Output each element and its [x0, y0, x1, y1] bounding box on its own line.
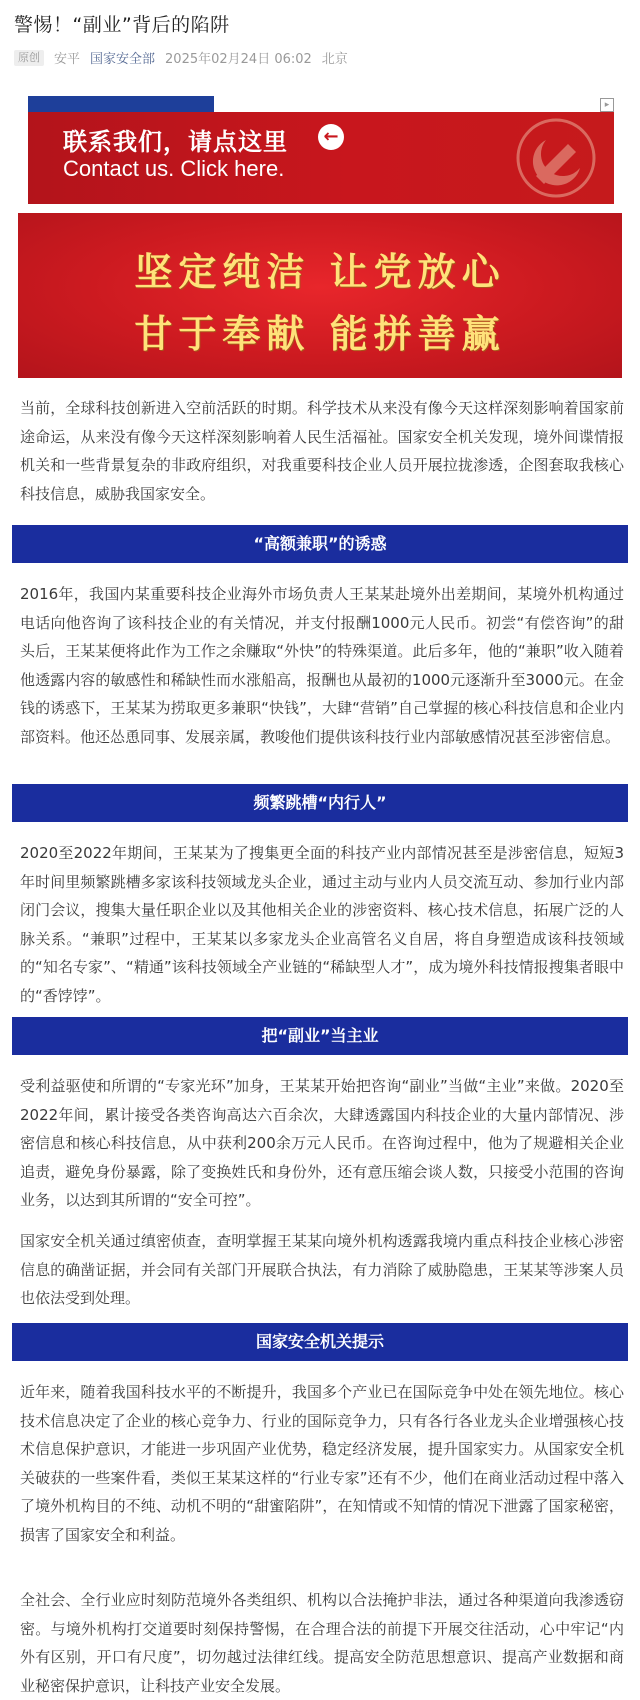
paragraph-5: 近年来，随着我国科技水平的不断提升，我国多个产业已在国际竞争中处在领先地位。核心技术信息决定了企业的核心竞争力、行业的国际竞争力，只有各行各业龙头企业增强核心技术信息保护意识，才能进一步巩固产业优势，稳定经济发展，提升国家实力。从国家安全机关破获的一些案件看，类似王某某这样的“行业专家”还有不少，他们在商业活动过程中落入了境外机构目的不纯、动机不明的“甜蜜陷阱”，在知情或不知情的情况下泄露了国家秘密，损害了国家安全和利益。 — [20, 1383, 624, 1544]
intro-paragraph: 当前，全球科技创新进入空前活跃的时期。科学技术从来没有像今天这样深刻影响着国家前途命运，从来没有像今天这样深刻影响着人民生活福祉。国家安全机关发现，境外间谍情报机关和一些背景复杂的非政府组织，对我重要科技企业人员开展拉拢渗透，企图套取我核心科技信息，威胁我国家安全。 — [20, 399, 624, 503]
contact-banner-line2: Contact us. Click here. — [63, 156, 285, 181]
paragraph-1: 2016年，我国内某重要科技企业海外市场负责人王某某赴境外出差期间，某境外机构通过电话向他咨询了该科技企业的有关情况，并支付报酬1000元人民币。初尝“有偿咨询”的甜头后，王某某便将此作为工作之余赚取“外快”的特殊渠道。此后多年，他的“兼职”收入随着他透露内容的敏感性和稀缺性而水涨船高，报酬也从最初的1000元逐渐升至3000元。在金钱的诱惑下，王某某为捞取更多兼职“快钱”，大肆“营销”自己掌握的核心科技信息和企业内部资料。他还怂恿同事、发展亲属，教唆他们提供该科技行业内部敏感情况甚至涉密信息。 — [20, 585, 624, 746]
slogan-line2: 甘于奉献 能拼善赢 — [134, 311, 506, 356]
slogan-line1: 坚定纯洁 让党放心 — [134, 249, 506, 294]
ad-corner-icon: ▸ — [600, 98, 614, 112]
contact-us-banner[interactable] — [28, 96, 614, 204]
arrow-left-icon: ← — [318, 124, 344, 150]
original-badge: 原创 — [14, 50, 44, 66]
slogan-banner — [18, 213, 622, 378]
publish-datetime: 2025年02月24日 06:02 — [165, 52, 312, 67]
paragraph-6: 全社会、全行业应时刻防范境外各类组织、机构以合法掩护非法，通过各种渠道向我渗透窃密。与境外机构打交道要时刻保持警惕，在合理合法的前提下开展交往活动，心中牢记“内外有区别，开口有尺度”，切勿越过法律红线。提高安全防范思想意识、提高产业数据和商业秘密保护意识，让科技产业安全发展。 — [20, 1591, 624, 1695]
banner-blue-tab — [28, 96, 214, 112]
author-name: 安平 — [54, 52, 81, 67]
article-meta — [14, 48, 348, 67]
article-title: 警惕！“副业”背后的陷阱 — [14, 14, 230, 36]
publish-location: 北京 — [321, 52, 348, 67]
section-heading-1: “高额兼职”的诱惑 — [12, 525, 628, 563]
paragraph-4: 国家安全机关通过缜密侦查，查明掌握王某某向境外机构透露我境内重点科技企业核心涉密信息的确凿证据，并会同有关部门开展联合执法，有力消除了威胁隐患，王某某等涉案人员也依法受到处理。 — [20, 1232, 624, 1307]
party-emblem-icon — [506, 116, 606, 200]
paragraph-3: 受利益驱使和所谓的“专家光环”加身，王某某开始把咨询“副业”当做“主业”来做。2020至2022年间，累计接受各类咨询高达六百余次，大肆透露国内科技企业的大量内部情况、涉密信息和核心科技信息，从中获利200余万元人民币。在咨询过程中，他为了规避相关企业追责，避免身份暴露，除了变换姓氏和身份外，还有意压缩会谈人数，只接受小范围的咨询业务，以达到其所谓的“安全可控”。 — [20, 1077, 624, 1209]
paragraph-2: 2020至2022年期间，王某某为了搜集更全面的科技产业内部情况甚至是涉密信息，短短3年时间里频繁跳槽多家该科技领域龙头企业，通过主动与业内人员交流互动、参加行业内部闭门会议，搜集大量任职企业以及其他相关企业的涉密资料、核心技术信息，拓展广泛的人脉关系。“兼职”过程中，王某某以多家龙头企业高管名义自居，将自身塑造成该科技领域的“知名专家”、“精通”该科技领域全产业链的“稀缺型人才”，成为境外科技情报搜集者眼中的“香饽饽”。 — [20, 844, 624, 1005]
section-heading-4: 国家安全机关提示 — [12, 1323, 628, 1361]
contact-banner-body — [28, 112, 614, 204]
account-name-link[interactable]: 国家安全部 — [90, 52, 156, 67]
contact-banner-line1: 联系我们，请点这里 — [63, 128, 288, 156]
section-heading-3: 把“副业”当主业 — [12, 1017, 628, 1055]
section-heading-2: 频繁跳槽“内行人” — [12, 784, 628, 822]
